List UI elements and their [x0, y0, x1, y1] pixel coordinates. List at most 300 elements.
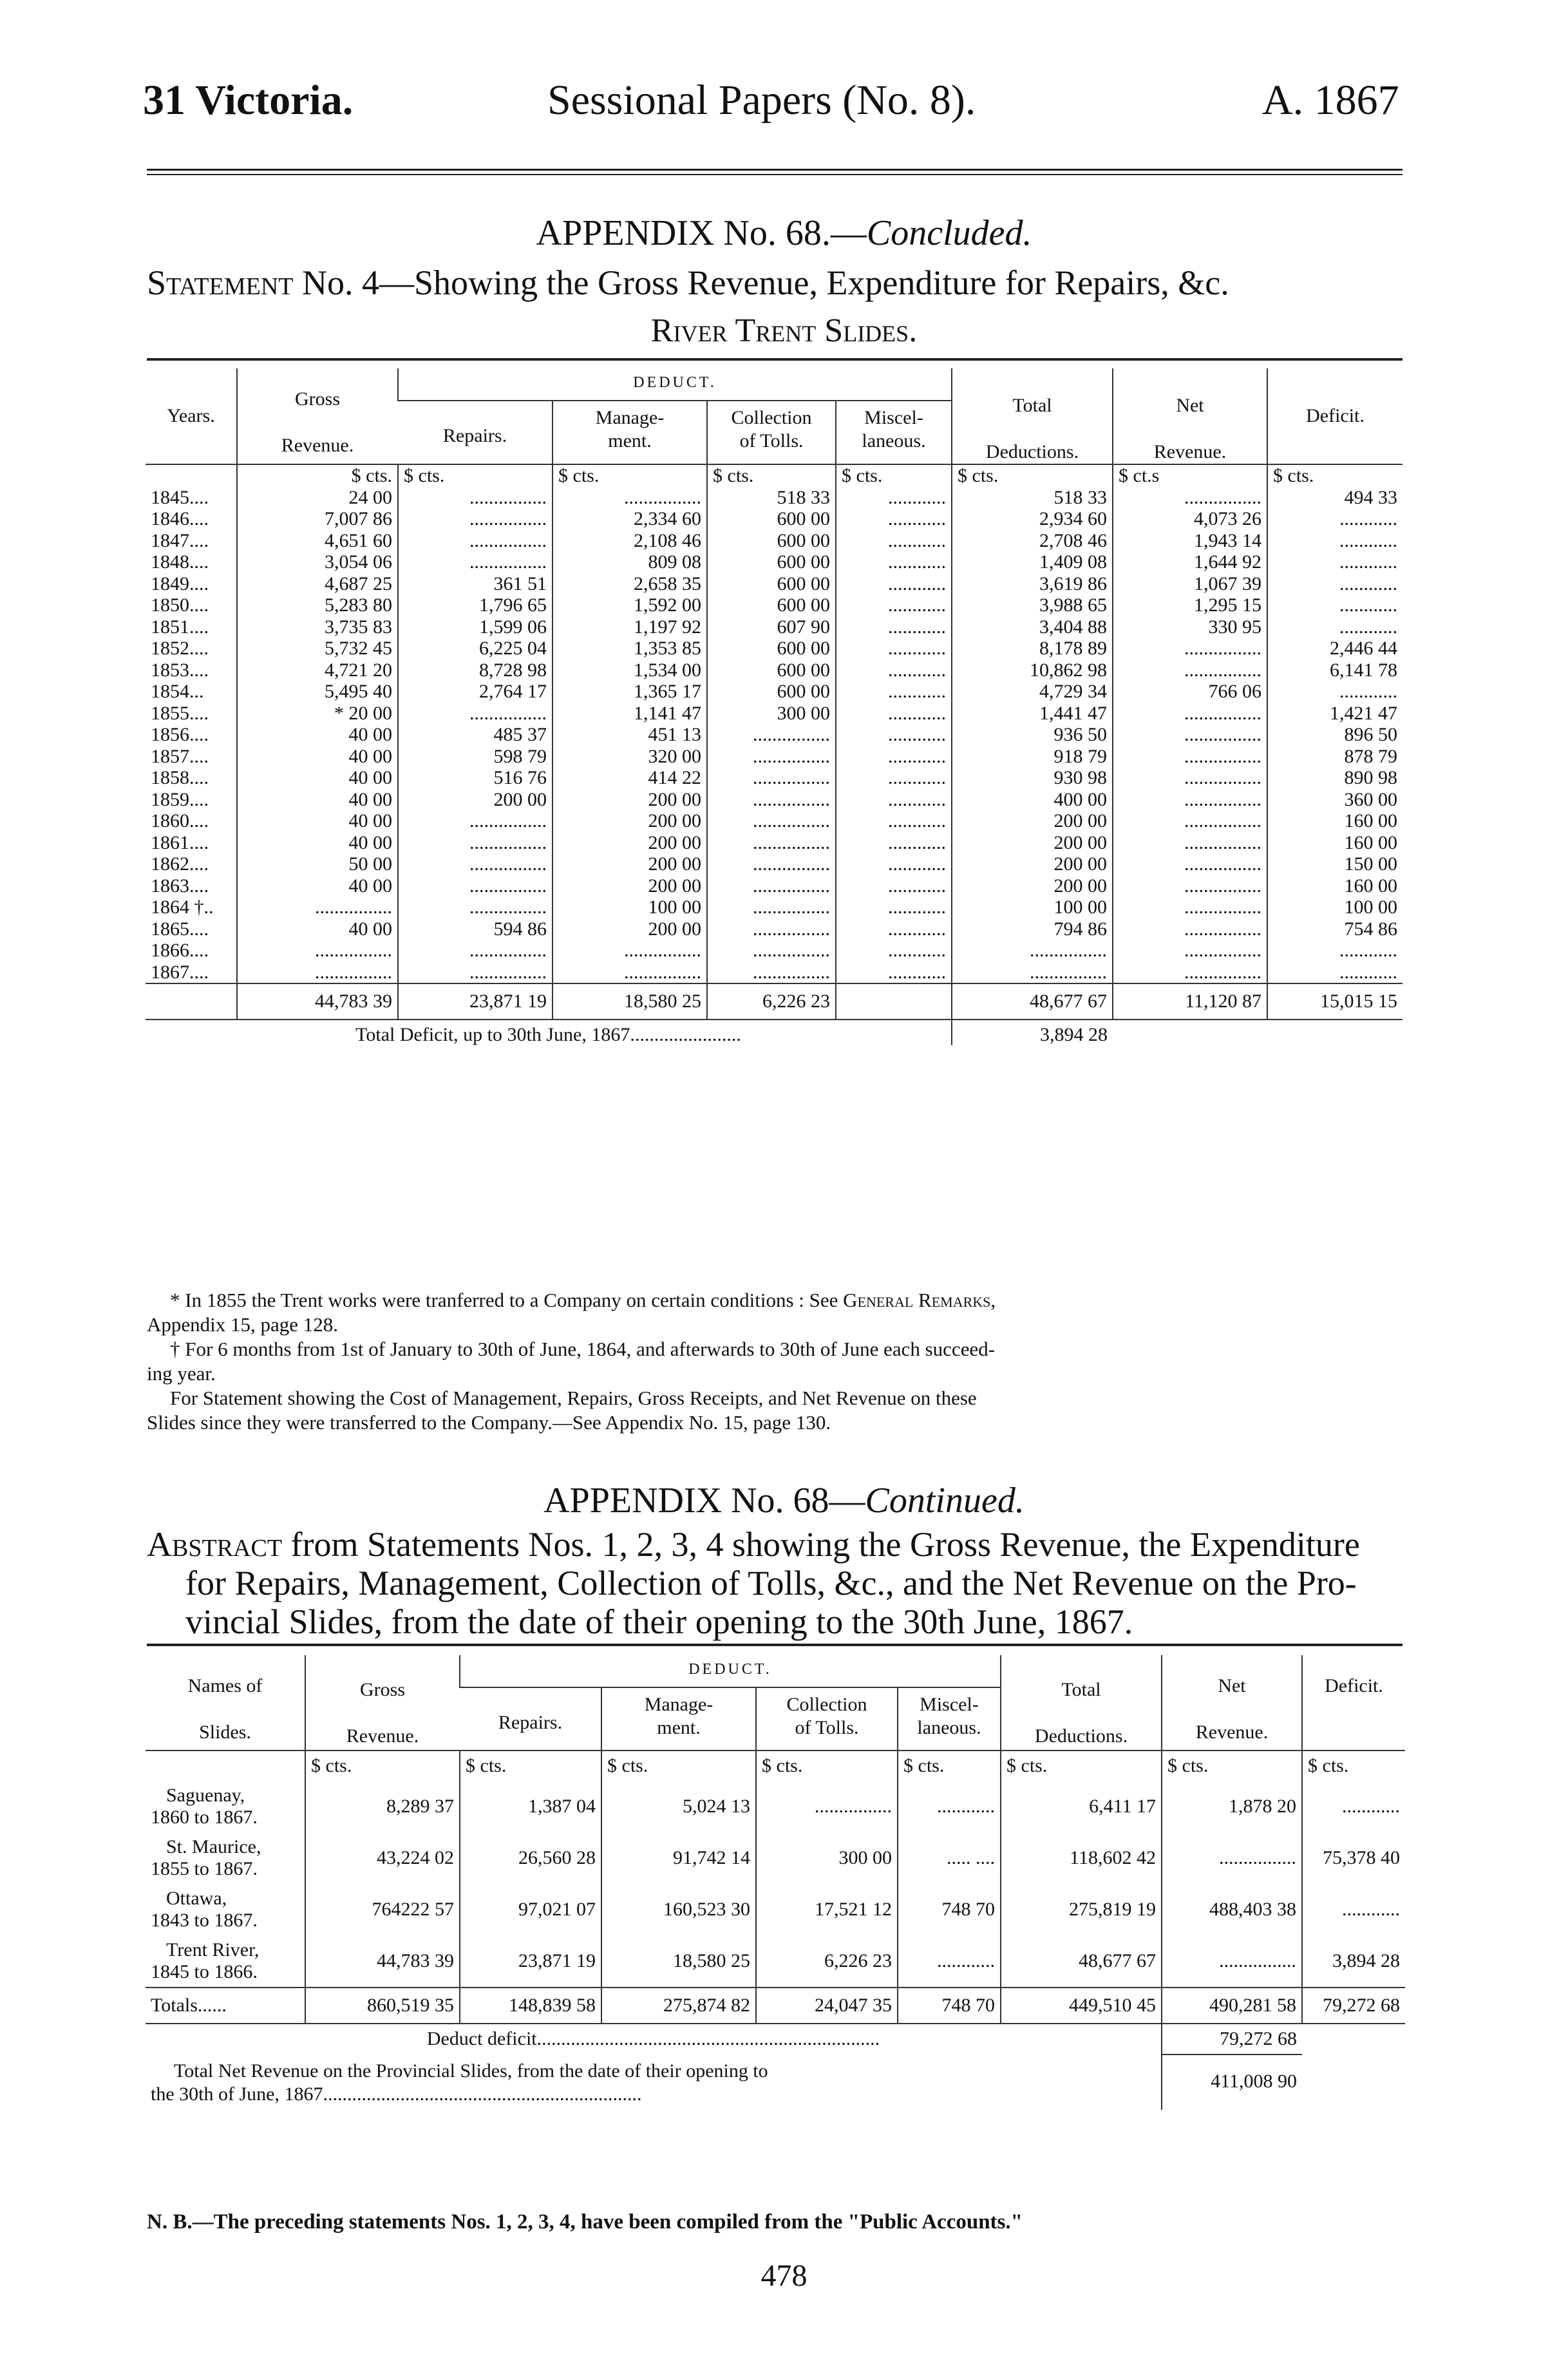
cell-total: 400 00	[952, 789, 1113, 811]
cell-repairs: 26,560 28	[460, 1832, 601, 1884]
units-total: $ cts.	[952, 464, 1113, 487]
col2-deduct: DEDUCT.	[460, 1655, 1001, 1687]
totals-misc	[836, 983, 952, 1020]
col2-deficit: Deficit.	[1302, 1655, 1405, 1751]
cell-misc: ............	[836, 724, 952, 746]
abstract-label: Abstract	[147, 1525, 283, 1564]
table-row	[146, 810, 1403, 832]
units-management: $ cts.	[553, 464, 707, 487]
cell-net: ................	[1113, 875, 1267, 897]
cell-repairs: ................	[398, 853, 553, 875]
cell-repairs: ................	[398, 508, 553, 530]
cell-net: ................	[1162, 1935, 1302, 1988]
table-row	[146, 703, 1403, 725]
header-session: 31 Victoria.	[143, 77, 354, 124]
cell-management: 200 00	[553, 789, 707, 811]
cell-collection: ................	[707, 940, 836, 962]
cell-deficit: ............	[1267, 940, 1403, 962]
cell-deficit: ............	[1267, 616, 1403, 638]
cell-deficit: ............	[1267, 508, 1403, 530]
cell-repairs: 361 51	[398, 573, 553, 595]
cell-management: ................	[553, 940, 707, 962]
totals2-net: 490,281 58	[1162, 1988, 1302, 2024]
cell-collection: 300 00	[756, 1832, 898, 1884]
cell-net: ................	[1113, 767, 1267, 789]
cell-misc: ............	[836, 897, 952, 918]
cell-year: 1857....	[151, 745, 209, 767]
cell-misc: ............	[836, 638, 952, 659]
table-row	[146, 1884, 1405, 1935]
units2-gross: $ cts.	[305, 1751, 460, 1781]
deduct-deficit-label: Deduct deficit.......................................................................	[426, 2027, 880, 2049]
table-row	[146, 853, 1403, 875]
cell-deficit: ............	[1302, 1781, 1405, 1832]
footnote-1	[147, 1288, 1409, 1313]
cell-repairs: ................	[398, 487, 553, 509]
cell-management: 5,024 13	[601, 1781, 756, 1832]
cell-year: 1846....	[151, 508, 209, 529]
abstract-line-1-text: from Statements Nos. 1, 2, 3, 4 showing the Gross Revenue, the Expenditure	[290, 1525, 1360, 1564]
table-row	[146, 746, 1403, 768]
table-row	[146, 918, 1403, 940]
cell-year: 1863....	[151, 875, 209, 897]
cell-year: 1867....	[151, 961, 209, 983]
cell-year: 1855....	[151, 702, 209, 724]
cell-management: 91,742 14	[601, 1832, 756, 1884]
cell-year: 1849....	[151, 573, 209, 594]
cell-collection: ................	[707, 810, 836, 832]
cell-total: 2,934 60	[952, 508, 1113, 530]
cell-gross: 764222 57	[305, 1884, 460, 1935]
cell-net: ................	[1113, 918, 1267, 940]
cell-deficit: 2,446 44	[1267, 638, 1403, 659]
cell-deficit: 896 50	[1267, 724, 1403, 746]
cell-deficit: 494 33	[1267, 487, 1403, 509]
cell-misc: ............	[836, 681, 952, 703]
total-net-spacer	[1302, 2054, 1405, 2110]
total-net-label-2: the 30th of June, 1867..................................................................	[151, 2083, 642, 2105]
cell-year: 1861....	[151, 831, 209, 853]
cell-deficit: ............	[1302, 1884, 1405, 1935]
cell-deficit: 360 00	[1267, 789, 1403, 811]
table-row	[146, 594, 1403, 616]
cell-collection: 600 00	[707, 594, 836, 616]
abstract-heading	[147, 1525, 1403, 1641]
table-row	[146, 724, 1403, 746]
total-deficit-label: Total Deficit, up to 30th June, 1867.......................	[355, 1023, 741, 1045]
cell-total: 1,409 08	[952, 551, 1113, 573]
cell-management: 1,365 17	[553, 681, 707, 703]
cell-gross: 5,283 80	[237, 594, 398, 616]
cell-gross: 40 00	[237, 832, 398, 854]
cell-collection: 6,226 23	[756, 1935, 898, 1988]
cell-misc: ............	[836, 746, 952, 768]
footnote-1-text: * In 1855 the Trent works were tranferred to a Company on certain conditions : See	[170, 1289, 838, 1311]
cell-year: 1847....	[151, 529, 209, 551]
slide-name2: 1845 to 1866.	[151, 1960, 258, 1982]
cell-management: 1,141 47	[553, 703, 707, 725]
statement-subtitle-text: River Trent Slides.	[650, 312, 918, 349]
cell-management: 160,523 30	[601, 1884, 756, 1935]
table-row	[146, 487, 1403, 509]
col2-gross-2: Revenue.	[346, 1725, 419, 1747]
cell-net: ................	[1113, 487, 1267, 509]
table-row	[146, 789, 1403, 811]
cell-management: 200 00	[553, 918, 707, 940]
col-deduct: DEDUCT.	[398, 368, 952, 401]
cell-repairs: 594 86	[398, 918, 553, 940]
cell-repairs: 1,796 65	[398, 594, 553, 616]
table-row	[146, 659, 1403, 681]
table-row	[146, 681, 1403, 703]
cell-net: ................	[1113, 940, 1267, 962]
cell-gross: 5,732 45	[237, 638, 398, 659]
nota-bene: N. B.—The preceding statements Nos. 1, 2, 3, 4, have been compiled from the "Public Accounts."	[147, 2210, 1023, 2234]
col-gross-2: Revenue.	[281, 435, 354, 456]
cell-total: 918 79	[952, 746, 1113, 768]
cell-deficit: ............	[1267, 573, 1403, 595]
cell-net: ................	[1113, 703, 1267, 725]
cell-collection: 600 00	[707, 551, 836, 573]
cell-slide-name	[146, 1832, 305, 1884]
cell-misc: ..... ....	[898, 1832, 1001, 1884]
col2-collection: Collection of Tolls.	[756, 1687, 898, 1751]
deduct-deficit-spacer	[1302, 2024, 1405, 2054]
cell-repairs: 485 37	[398, 724, 553, 746]
totals-total: 48,677 67	[952, 983, 1113, 1020]
total-deficit-spacer	[1113, 1020, 1403, 1046]
units-gross: $ cts.	[237, 464, 398, 487]
units-spacer	[146, 464, 237, 487]
cell-net: ................	[1113, 746, 1267, 768]
col2-total-2: Deductions.	[1034, 1725, 1128, 1747]
cell-misc: ............	[836, 703, 952, 725]
statement-subtitle	[0, 312, 1568, 350]
cell-collection: 300 00	[707, 703, 836, 725]
cell-net: 766 06	[1113, 681, 1267, 703]
table-row	[146, 530, 1403, 552]
totals-repairs: 23,871 19	[398, 983, 553, 1020]
cell-collection: ................	[707, 875, 836, 897]
cell-total: 1,441 47	[952, 703, 1113, 725]
cell-gross: * 20 00	[237, 703, 398, 725]
cell-gross: 4,687 25	[237, 573, 398, 595]
totals2-gross: 860,519 35	[305, 1988, 460, 2024]
col2-total-1: Total	[1061, 1679, 1101, 1700]
cell-gross: 7,007 86	[237, 508, 398, 530]
cell-deficit: 878 79	[1267, 746, 1403, 768]
cell-misc: ............	[836, 573, 952, 595]
table-row	[146, 1935, 1405, 1988]
cell-deficit: 75,378 40	[1302, 1832, 1405, 1884]
units2-collection: $ cts.	[756, 1751, 898, 1781]
cell-misc: ............	[836, 551, 952, 573]
cell-collection: 607 90	[707, 616, 836, 638]
cell-collection: ................	[707, 897, 836, 918]
col2-names	[146, 1655, 305, 1751]
cell-management: 451 13	[553, 724, 707, 746]
cell-deficit: ............	[1267, 962, 1403, 984]
cell-repairs: ................	[398, 940, 553, 962]
cell-repairs: ................	[398, 897, 553, 918]
cell-gross: ................	[237, 897, 398, 918]
table-row	[146, 1781, 1405, 1832]
cell-year: 1854...	[151, 681, 204, 702]
units-misc: $ cts.	[836, 464, 952, 487]
cell-slide-name	[146, 1781, 305, 1832]
cell-deficit: 160 00	[1267, 810, 1403, 832]
cell-year: 1852....	[151, 638, 209, 659]
table-row	[146, 832, 1403, 854]
col2-names-2: Slides.	[199, 1722, 251, 1743]
cell-net: 1,295 15	[1113, 594, 1267, 616]
cell-year: 1845....	[151, 486, 209, 508]
cell-collection: 600 00	[707, 659, 836, 681]
cell-misc: ............	[836, 616, 952, 638]
totals2-total: 449,510 45	[1001, 1988, 1162, 2024]
col-gross-1: Gross	[294, 388, 340, 410]
cell-misc: ............	[836, 487, 952, 509]
cell-year: 1856....	[151, 724, 209, 745]
col-total-1: Total	[1012, 395, 1052, 416]
total-net-label-1: Total Net Revenue on the Provincial Slides, from the date of their opening to	[174, 2060, 768, 2082]
cell-repairs: ................	[398, 962, 553, 984]
col2-net-1: Net	[1218, 1675, 1246, 1696]
cell-misc: ............	[836, 789, 952, 811]
cell-net: ................	[1113, 832, 1267, 854]
cell-net: 1,067 39	[1113, 573, 1267, 595]
cell-misc: ............	[836, 875, 952, 897]
cell-deficit: 160 00	[1267, 832, 1403, 854]
cell-year: 1864 †..	[151, 897, 214, 918]
cell-year: 1853....	[151, 659, 209, 681]
units2-management: $ cts.	[601, 1751, 756, 1781]
abstract-rule	[147, 1644, 1403, 1646]
units-repairs: $ cts.	[398, 464, 553, 487]
units-net: $ ct.s	[1113, 464, 1267, 487]
table-row	[146, 962, 1403, 984]
col-net	[1113, 368, 1267, 464]
cell-collection: ................	[707, 832, 836, 854]
cell-management: 2,108 46	[553, 530, 707, 552]
cell-gross: 4,651 60	[237, 530, 398, 552]
totals2-misc: 748 70	[898, 1988, 1001, 2024]
col-net-2: Revenue.	[1153, 441, 1227, 462]
col-repairs: Repairs.	[442, 425, 507, 447]
abstract-line-3: vincial Slides, from the date of their opening to the 30th June, 1867.	[185, 1602, 1133, 1641]
col2-misc: Miscel- laneous.	[898, 1687, 1001, 1751]
units-collection: $ cts.	[707, 464, 836, 487]
appendix-2-title-italic: Continued.	[865, 1481, 1025, 1521]
totals-management: 18,580 25	[553, 983, 707, 1020]
cell-misc: ............	[836, 659, 952, 681]
cell-repairs: 2,764 17	[398, 681, 553, 703]
table-row	[146, 551, 1403, 573]
cell-net: ................	[1113, 962, 1267, 984]
cell-net: ................	[1113, 789, 1267, 811]
cell-year: 1851....	[151, 616, 209, 638]
cell-year: 1862....	[151, 853, 209, 875]
col2-repairs: Repairs.	[498, 1711, 563, 1733]
cell-net: ................	[1113, 659, 1267, 681]
cell-year: 1850....	[151, 594, 209, 616]
statement-heading	[147, 263, 1403, 303]
cell-management: 1,592 00	[553, 594, 707, 616]
totals-spacer	[146, 983, 237, 1020]
cell-total: 794 86	[952, 918, 1113, 940]
cell-gross: 44,783 39	[305, 1935, 460, 1988]
cell-year: 1865....	[151, 918, 209, 940]
cell-collection: 600 00	[707, 508, 836, 530]
total-net-value: 411,008 90	[1162, 2054, 1302, 2110]
cell-net: ................	[1113, 724, 1267, 746]
header-rule	[147, 169, 1403, 171]
cell-management: ................	[553, 962, 707, 984]
header-papers: Sessional Papers (No. 8).	[547, 77, 976, 124]
cell-gross: ................	[237, 962, 398, 984]
cell-net: ................	[1113, 853, 1267, 875]
cell-deficit: ............	[1267, 551, 1403, 573]
cell-total: 10,862 98	[952, 659, 1113, 681]
statement-rule	[147, 358, 1403, 361]
cell-net: 1,943 14	[1113, 530, 1267, 552]
col-deficit: Deficit.	[1267, 368, 1403, 464]
cell-repairs: 598 79	[398, 746, 553, 768]
col2-net-2: Revenue.	[1195, 1722, 1269, 1743]
cell-repairs: 1,599 06	[398, 616, 553, 638]
cell-deficit: 754 86	[1267, 918, 1403, 940]
col-collection: Collection of Tolls.	[707, 401, 836, 464]
cell-total: 200 00	[952, 853, 1113, 875]
cell-misc: ............	[836, 918, 952, 940]
abstract-line-2: for Repairs, Management, Collection of Tolls, &c., and the Net Revenue on the Pro-	[185, 1564, 1357, 1602]
cell-gross: 24 00	[237, 487, 398, 509]
table-row	[146, 638, 1403, 659]
cell-collection: ................	[707, 918, 836, 940]
cell-management: ................	[553, 487, 707, 509]
footnote-1-cont: Appendix 15, page 128.	[147, 1313, 339, 1336]
cell-total: 2,708 46	[952, 530, 1113, 552]
cell-collection: ................	[707, 789, 836, 811]
cell-year: 1860....	[151, 810, 209, 831]
cell-management: 414 22	[553, 767, 707, 789]
table-row	[146, 616, 1403, 638]
cell-slide-name	[146, 1935, 305, 1988]
units2-spacer	[146, 1751, 305, 1781]
cell-total: 48,677 67	[1001, 1935, 1162, 1988]
cell-total: 4,729 34	[952, 681, 1113, 703]
cell-collection: 600 00	[707, 638, 836, 659]
trent-slides-table	[146, 368, 1403, 1045]
cell-repairs: ................	[398, 551, 553, 573]
statement-text: No. 4—Showing the Gross Revenue, Expenditure for Repairs, &c.	[302, 263, 1229, 302]
cell-misc: ............	[836, 810, 952, 832]
cell-year: 1859....	[151, 788, 209, 810]
cell-net: 4,073 26	[1113, 508, 1267, 530]
cell-management: 1,197 92	[553, 616, 707, 638]
cell-total: 118,602 42	[1001, 1832, 1162, 1884]
cell-slide-name	[146, 1884, 305, 1935]
slide-name1: St. Maurice,	[166, 1836, 261, 1857]
cell-management: 809 08	[553, 551, 707, 573]
cell-collection: 600 00	[707, 573, 836, 595]
table-row	[146, 767, 1403, 789]
cell-deficit: 6,141 78	[1267, 659, 1403, 681]
cell-repairs: ................	[398, 703, 553, 725]
cell-gross: 43,224 02	[305, 1832, 460, 1884]
cell-repairs: ................	[398, 810, 553, 832]
col2-management: Manage- ment.	[601, 1687, 756, 1751]
cell-gross: 40 00	[237, 724, 398, 746]
cell-gross: 40 00	[237, 918, 398, 940]
cell-gross: 5,495 40	[237, 681, 398, 703]
cell-total: ................	[952, 940, 1113, 962]
cell-gross: 3,735 83	[237, 616, 398, 638]
units2-deficit: $ cts.	[1302, 1751, 1405, 1781]
cell-deficit: ............	[1267, 681, 1403, 703]
header-rule-2	[147, 174, 1403, 175]
cell-gross: 50 00	[237, 853, 398, 875]
cell-gross: ................	[237, 940, 398, 962]
appendix-1-title-italic: Concluded.	[866, 213, 1032, 253]
cell-misc: ............	[836, 940, 952, 962]
cell-total: 930 98	[952, 767, 1113, 789]
cell-collection: ................	[756, 1781, 898, 1832]
cell-total: 100 00	[952, 897, 1113, 918]
totals2-management: 275,874 82	[601, 1988, 756, 2024]
col-total	[952, 368, 1113, 464]
totals-net: 11,120 87	[1113, 983, 1267, 1020]
cell-repairs: 516 76	[398, 767, 553, 789]
appendix-1-title	[0, 213, 1568, 254]
cell-year: 1848....	[151, 551, 209, 573]
col2-gross	[305, 1655, 460, 1751]
appendix-2-title	[0, 1480, 1568, 1521]
cell-misc: ............	[836, 530, 952, 552]
cell-management: 100 00	[553, 897, 707, 918]
table-row	[146, 875, 1403, 897]
cell-misc: ............	[898, 1781, 1001, 1832]
cell-net: ................	[1162, 1832, 1302, 1884]
abstract-line-1	[147, 1525, 1403, 1564]
cell-misc: ............	[898, 1935, 1001, 1988]
cell-collection: 600 00	[707, 530, 836, 552]
cell-misc: ............	[836, 594, 952, 616]
units-deficit: $ cts.	[1267, 464, 1403, 487]
units2-net: $ cts.	[1162, 1751, 1302, 1781]
cell-gross: 8,289 37	[305, 1781, 460, 1832]
cell-deficit: 890 98	[1267, 767, 1403, 789]
cell-net: 1,878 20	[1162, 1781, 1302, 1832]
cell-repairs: 1,387 04	[460, 1781, 601, 1832]
cell-collection: ................	[707, 767, 836, 789]
col2-gross-1: Gross	[359, 1679, 405, 1700]
cell-deficit: ............	[1267, 594, 1403, 616]
cell-gross: 40 00	[237, 767, 398, 789]
cell-total: 200 00	[952, 810, 1113, 832]
cell-total: 200 00	[952, 875, 1113, 897]
col2-names-1: Names of	[187, 1675, 263, 1696]
cell-total: 6,411 17	[1001, 1781, 1162, 1832]
total-net-label	[146, 2054, 1162, 2110]
cell-misc: ............	[836, 962, 952, 984]
cell-collection: ................	[707, 962, 836, 984]
cell-management: 320 00	[553, 746, 707, 768]
cell-management: 1,534 00	[553, 659, 707, 681]
statement-label: Statement	[147, 263, 294, 302]
cell-repairs: ................	[398, 832, 553, 854]
cell-collection: ................	[707, 724, 836, 746]
